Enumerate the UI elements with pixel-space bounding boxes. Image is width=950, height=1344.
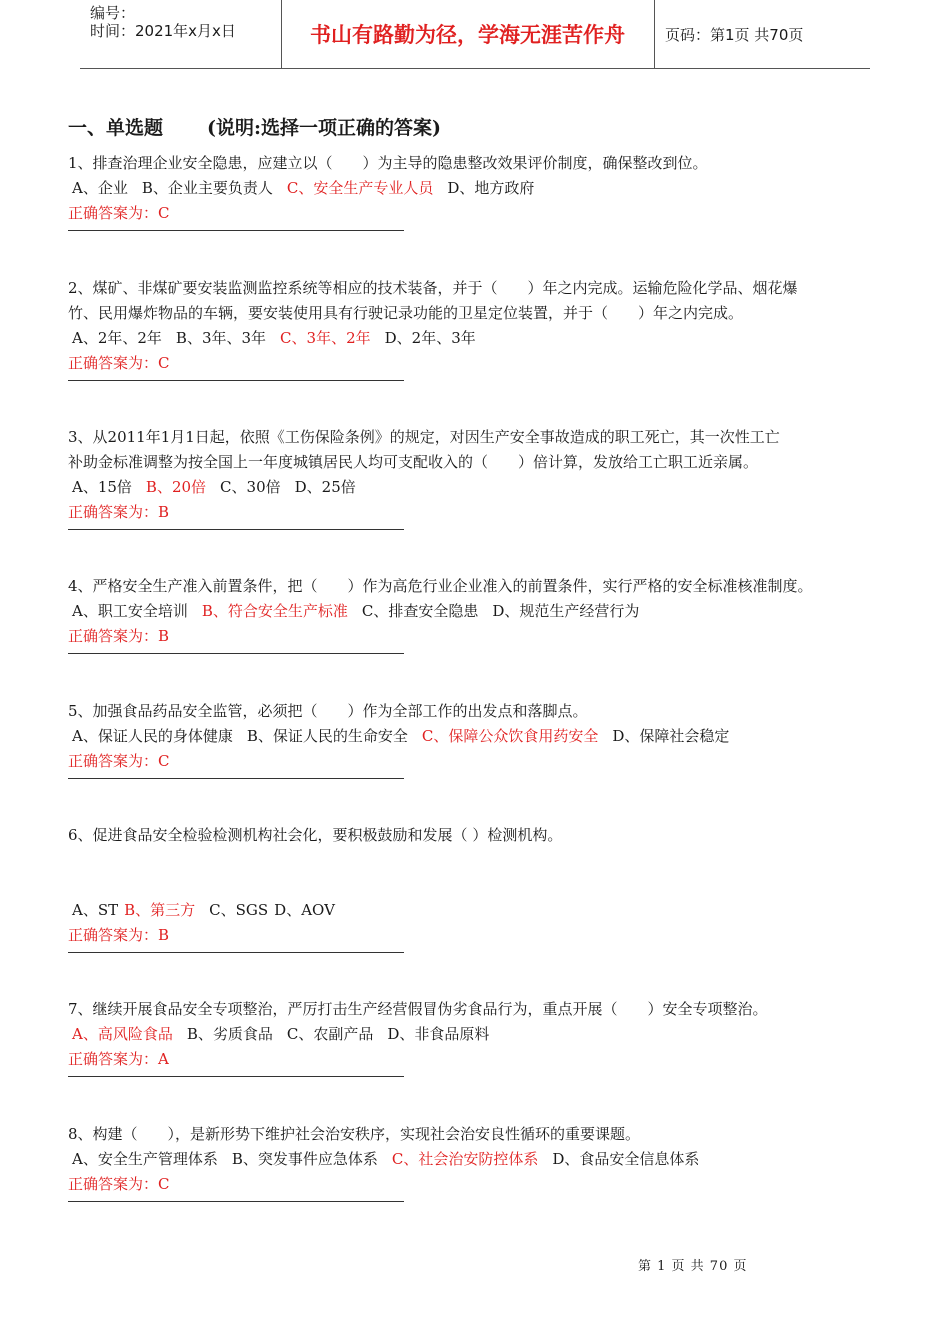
page-footer: 第 1 页 共 70 页 (638, 1259, 748, 1274)
question-text: 8、构建（ ），是新形势下维护社会治安秩序，实现社会治安良性循环的重要课题。 (68, 1125, 641, 1143)
option-c: C、保障公众饮食用药安全 (421, 727, 599, 745)
option-a: A、企业 (72, 179, 128, 197)
option-d: D、2年、3年 (384, 329, 476, 347)
time-label: 时间：2021年x月x日 (90, 22, 236, 40)
question-text: 7、继续开展食品安全专项整治，严厉打击生产经营假冒伪劣食品行为，重点开展（ ）安全专项整治。 (68, 1000, 768, 1018)
option-c: C、3年、2年 (280, 329, 371, 347)
option-b: B、企业主要负责人 (141, 179, 273, 197)
option-b: B、第三方 (124, 901, 196, 919)
question-5 (68, 699, 884, 779)
option-b: B、20倍 (145, 478, 207, 496)
motto: 书山有路勤为径，学海无涯苦作舟 (310, 23, 625, 47)
correct-answer: 正确答案为：C (68, 752, 170, 770)
correct-answer: 正确答案为：A (68, 1050, 169, 1068)
question-text: 1、排查治理企业安全隐患，应建立以（ ）为主导的隐患整改效果评价制度，确保整改到位。 (68, 154, 708, 172)
separator-line (68, 230, 404, 231)
options-row (68, 1022, 884, 1047)
option-a: A、职工安全培训 (72, 602, 188, 620)
option-d: D、保障社会稳定 (612, 727, 730, 745)
option-d: D、食品安全信息体系 (552, 1150, 700, 1168)
options-row (68, 1147, 884, 1172)
section-heading: 一、单选题 (68, 117, 164, 139)
question-1 (68, 151, 884, 231)
question-8 (68, 1122, 884, 1202)
question-text: 3、从2011年1月1日起，依照《工伤保险条例》的规定，对因生产安全事故造成的职工死亡，其一次性工亡 (68, 428, 780, 446)
separator-line (68, 380, 404, 381)
correct-answer: 正确答案为：B (68, 503, 170, 521)
section-title (68, 115, 441, 141)
option-a: A、保证人民的身体健康 (72, 727, 233, 745)
option-c: C、30倍 (220, 478, 281, 496)
correct-answer: 正确答案为：B (68, 627, 170, 645)
option-b: B、符合安全生产标准 (201, 602, 348, 620)
blank-line (68, 848, 884, 873)
correct-answer: 正确答案为：B (68, 926, 170, 944)
option-a: A、高风险食品 (72, 1025, 173, 1043)
option-b: B、突发事件应急体系 (231, 1150, 378, 1168)
option-a: A、ST (72, 901, 119, 919)
question-text: 竹、民用爆炸物品的车辆，要安装使用具有行驶记录功能的卫星定位装置，并于（ ）年之内完成。 (68, 304, 744, 322)
header-motto-cell (281, 0, 655, 68)
question-6 (68, 823, 884, 953)
option-a: A、安全生产管理体系 (72, 1150, 218, 1168)
correct-answer: 正确答案为：C (68, 204, 170, 222)
separator-line (68, 1076, 404, 1077)
option-c: C、排查安全隐患 (361, 602, 479, 620)
option-c: C、安全生产专业人员 (286, 179, 434, 197)
options-row (68, 176, 884, 201)
option-c: C、社会治安防控体系 (391, 1150, 539, 1168)
header-left-cell (80, 0, 282, 68)
option-a: A、2年、2年 (72, 329, 162, 347)
option-c: C、SGS (209, 901, 269, 919)
separator-line (68, 1201, 404, 1202)
question-text: 补助金标准调整为按全国上一年度城镇居民人均可支配收入的（ ）倍计算，发放给工亡职工近亲属。 (68, 453, 759, 471)
question-7 (68, 997, 884, 1077)
separator-line (68, 778, 404, 779)
options-row (68, 475, 884, 500)
blank-line (68, 873, 884, 898)
options-row (68, 599, 884, 624)
separator-line (68, 529, 404, 530)
question-3 (68, 425, 884, 530)
option-b: B、3年、3年 (175, 329, 267, 347)
header-page-cell (655, 0, 870, 68)
correct-answer: 正确答案为：C (68, 1175, 170, 1193)
options-row (68, 724, 884, 749)
option-d: D、地方政府 (447, 179, 535, 197)
question-text: 4、严格安全生产准入前置条件，把（ ）作为高危行业企业准入的前置条件，实行严格的安全标准核准制度。 (68, 577, 813, 595)
option-b: B、劣质食品 (186, 1025, 273, 1043)
question-2 (68, 276, 884, 381)
option-b: B、保证人民的生命安全 (246, 727, 408, 745)
option-d: D、非食品原料 (387, 1025, 490, 1043)
option-d: D、25倍 (294, 478, 356, 496)
options-row (68, 898, 884, 923)
question-text: 5、加强食品药品安全监管，必须把（ ）作为全部工作的出发点和落脚点。 (68, 702, 588, 720)
option-c: C、农副产品 (286, 1025, 374, 1043)
separator-line (68, 952, 404, 953)
option-d: D、规范生产经营行为 (492, 602, 640, 620)
separator-line (68, 653, 404, 654)
options-row (68, 326, 884, 351)
header-page-info: 页码：第1页 共70页 (665, 26, 804, 44)
correct-answer: 正确答案为：C (68, 354, 170, 372)
number-label: 编号： (90, 4, 136, 22)
question-4 (68, 574, 884, 654)
question-text: 6、促进食品安全检验检测机构社会化，要积极鼓励和发展（ ）检测机构。 (68, 826, 563, 844)
section-note: (说明:选择一项正确的答案) (207, 117, 442, 139)
option-a: A、15倍 (72, 478, 132, 496)
question-text: 2、煤矿、非煤矿要安装监测监控系统等相应的技术装备，并于（ ）年之内完成。运输危险化学品、烟花爆 (68, 279, 798, 297)
page-header (80, 0, 870, 69)
option-d: D、AOV (274, 901, 335, 919)
